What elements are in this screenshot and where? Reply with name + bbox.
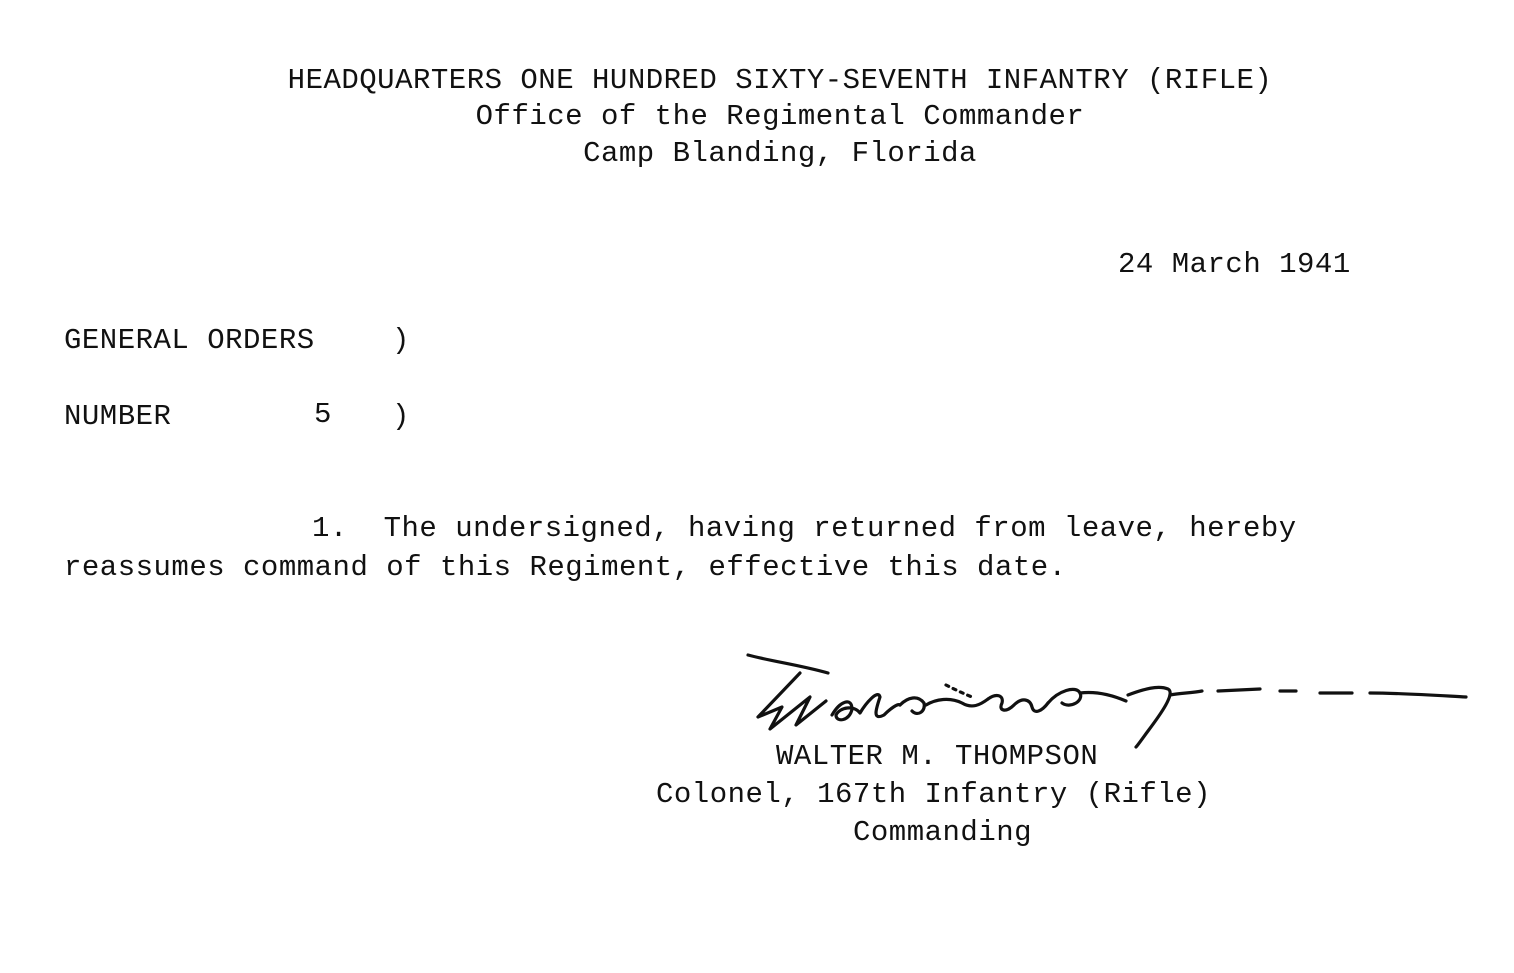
header-line-location: Camp Blanding, Florida [583,137,977,170]
general-orders-label: GENERAL ORDERS [64,324,315,357]
number-paren: ) [392,400,410,433]
header-line-office: Office of the Regimental Commander [475,100,1085,133]
header-line-unit: HEADQUARTERS ONE HUNDRED SIXTY-SEVENTH INFANTRY (RIFLE) [287,64,1273,97]
order-number: 5 [314,398,332,431]
body-paragraph-line-1: 1. The undersigned, having returned from leave, hereby [312,512,1297,545]
document-date: 24 March 1941 [1118,248,1351,281]
general-orders-paren: ) [392,324,410,357]
number-label: NUMBER [64,400,172,433]
signatory-role: Commanding [853,816,1033,849]
body-paragraph-line-2: reassumes command of this Regiment, effective this date. [64,551,1067,584]
signatory-title: Colonel, 167th Infantry (Rifle) [656,778,1211,811]
signatory-name: WALTER M. THOMPSON [776,740,1099,773]
